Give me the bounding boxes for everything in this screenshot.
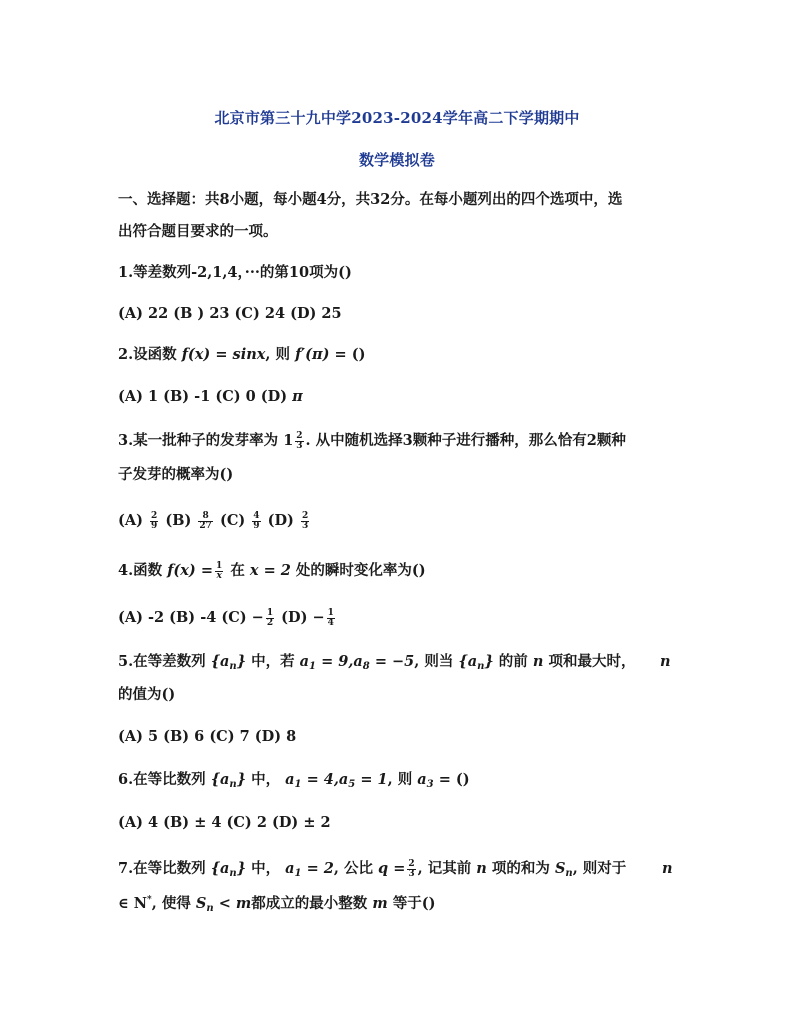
q6-mid2: , 则 bbox=[387, 771, 418, 788]
q3-option-c: $\frac{4}{9}$ bbox=[253, 510, 260, 531]
section-instructions-line2: 出符合题目要求的一项。 bbox=[118, 223, 278, 240]
q5-mid3: 的前 bbox=[493, 653, 533, 670]
q5-prefix: 5.在等差数列 bbox=[118, 653, 211, 670]
q3-opt-a-label: (A) bbox=[118, 512, 149, 529]
q6-sequence: $\{a_n\}$ bbox=[210, 771, 247, 790]
q3-opt-c-label: (C) bbox=[214, 512, 251, 529]
question-3-line2: 子发芽的概率为() bbox=[118, 466, 234, 483]
q4-options-text: (A) -2 (B) -4 (C) bbox=[118, 609, 252, 626]
q4-opt-d-label: (D) bbox=[276, 609, 313, 626]
question-7-line2 bbox=[118, 890, 678, 919]
question-1-options: (A) 22 (B ) 23 (C) 24 (D) 25 bbox=[118, 305, 342, 322]
q6-options-text: (A) 4 (B) bbox=[118, 814, 195, 831]
q6-condition: $a_1 = 4,a_5 = 1$ bbox=[285, 771, 388, 790]
q6-prefix: 6.在等比数列 bbox=[118, 771, 211, 788]
q3-option-a: $\frac{2}{9}$ bbox=[151, 510, 158, 531]
q4-c-sign: − bbox=[251, 609, 264, 626]
q5-n-end: n bbox=[660, 653, 671, 670]
question-5-options: (A) 5 (B) 6 (C) 7 (D) 8 bbox=[118, 728, 297, 745]
q2-derivative: f′(π) = bbox=[295, 346, 347, 363]
exam-title: 北京市第三十九中学2023-2024学年高二下学期期中 bbox=[214, 109, 580, 127]
q4-option-d: $\frac{1}{4}$ bbox=[327, 607, 334, 628]
q7-sequence: $\{a_n\}$ bbox=[210, 860, 247, 879]
q6-option-b: ± 4 bbox=[194, 814, 222, 831]
q6-option-d: ± 2 bbox=[303, 814, 331, 831]
q7-mid7: 都成立的最小整数 bbox=[251, 894, 373, 912]
q6-opt-c-label: (C) 2 (D) bbox=[221, 814, 304, 831]
q3-rest: . 从中随机选择3颗种子进行播种，那么恰有2颗种 bbox=[305, 432, 626, 449]
q7-sum: $S_n$ bbox=[554, 860, 573, 879]
q2-option-d: π bbox=[292, 388, 303, 405]
q4-option-c: $\frac{1}{2}$ bbox=[266, 607, 274, 628]
question-3-options bbox=[118, 511, 678, 531]
q4-prefix: 4.函数 bbox=[118, 562, 168, 579]
q5-n: n bbox=[532, 653, 544, 670]
q3-option-b: $\frac{8}{27}$ bbox=[199, 510, 212, 531]
q3-opt-b-label: (B) bbox=[160, 512, 197, 529]
q5-sequence: $\{a_n\}$ bbox=[210, 653, 247, 672]
exam-subtitle: 数学模拟卷 bbox=[358, 151, 435, 169]
q7-mid2: , 公比 bbox=[333, 860, 379, 877]
q4-end: 处的瞬时变化率为() bbox=[290, 562, 426, 579]
q7-m: m bbox=[372, 894, 388, 912]
q5-condition: $a_1 = 9,a_8 = -5$ bbox=[299, 653, 415, 672]
q3-rate-fraction: $\frac{2}{3}$ bbox=[296, 430, 303, 451]
q2-function: f(x) = sinx bbox=[181, 346, 266, 363]
question-3 bbox=[118, 431, 678, 451]
q5-mid1: 中，若 bbox=[246, 653, 300, 670]
q7-ratio-fraction: $\frac{2}{3}$ bbox=[408, 858, 415, 879]
question-7 bbox=[118, 859, 678, 884]
q6-mid1: 中， bbox=[246, 771, 286, 788]
q7-mid1: 中， bbox=[246, 860, 286, 877]
q4-fraction: $\frac{1}{x}$ bbox=[216, 560, 223, 581]
q3-opt-d-label: (D) bbox=[262, 512, 299, 529]
question-2-options bbox=[118, 387, 678, 407]
q7-mid3: , 记其前 bbox=[417, 860, 477, 877]
q4-d-sign: − bbox=[312, 609, 325, 626]
q7-prefix: 7.在等比数列 bbox=[118, 860, 211, 877]
question-1: 1.等差数列-2,1,4，···的第10项为() bbox=[118, 264, 352, 281]
q7-domain: ∈ N bbox=[118, 894, 148, 912]
question-6 bbox=[118, 770, 678, 795]
q7-n: n bbox=[476, 860, 487, 877]
question-4-options bbox=[118, 608, 678, 628]
question-6-options bbox=[118, 813, 678, 833]
q7-inequality: $S_n < m$ bbox=[195, 894, 252, 914]
q7-mid6: , 使得 bbox=[151, 894, 196, 912]
q7-ratio: q = bbox=[378, 860, 406, 877]
q4-function: f(x) = bbox=[167, 562, 213, 579]
q5-sequence-2: $\{a_n\}$ bbox=[458, 653, 494, 672]
q7-mid5: , 则对于 bbox=[572, 860, 627, 877]
q2-mid: , 则 bbox=[265, 346, 296, 363]
q5-mid2: , 则当 bbox=[414, 653, 459, 670]
section-instructions-line1: 一、选择题：共8小题，每小题4分，共32分。在每小题列出的四个选项中，选 bbox=[118, 191, 623, 208]
q3-option-d: $\frac{2}{3}$ bbox=[301, 510, 309, 531]
q7-n-end: n bbox=[662, 860, 673, 877]
q2-prefix: 2.设函数 bbox=[118, 346, 182, 363]
q7-domain-sup: * bbox=[147, 895, 152, 905]
q4-mid: 在 bbox=[225, 562, 250, 579]
q6-end: = () bbox=[433, 771, 470, 788]
question-5-line2: 的值为() bbox=[118, 686, 176, 703]
q2-end: () bbox=[346, 346, 366, 363]
question-4 bbox=[118, 561, 678, 581]
q3-prefix: 3.某一批种子的发芽率为 bbox=[118, 432, 284, 449]
q7-end: 等于() bbox=[387, 894, 436, 912]
q7-condition: $a_1 = 2$ bbox=[285, 860, 334, 879]
q3-rate-whole: 1 bbox=[283, 432, 294, 449]
q7-mid4: 项的和为 bbox=[486, 860, 555, 877]
q4-point: x = 2 bbox=[249, 562, 291, 579]
q5-mid4: 项和最大时， bbox=[543, 653, 636, 670]
q6-target: $a_3$ bbox=[417, 771, 434, 790]
question-5 bbox=[118, 652, 678, 677]
question-2 bbox=[118, 345, 678, 365]
q2-options-text: (A) 1 (B) -1 (C) 0 (D) bbox=[118, 388, 293, 405]
